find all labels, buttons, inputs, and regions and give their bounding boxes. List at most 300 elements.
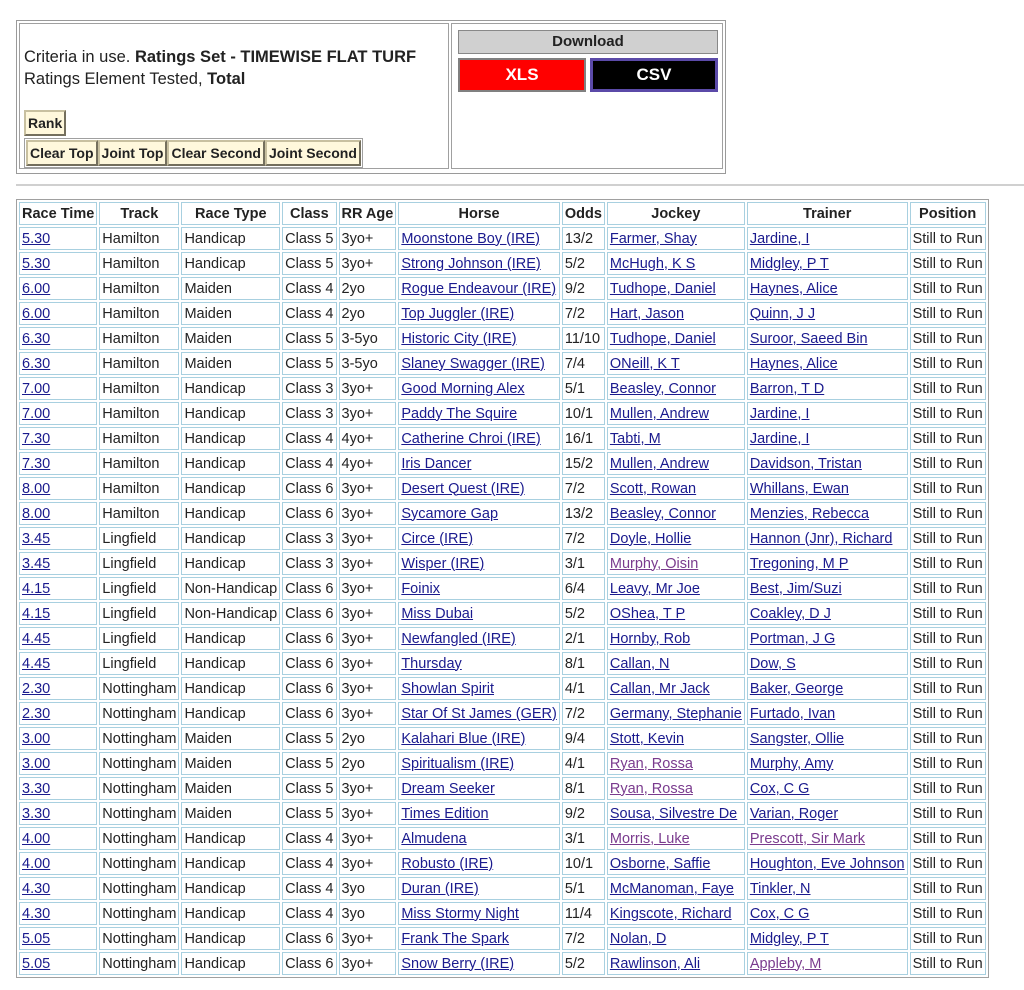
cell-jockey [607,952,745,975]
cell-class: Class 6 [282,602,336,625]
joint-second-button[interactable]: Joint Second [265,140,361,166]
jockey-link[interactable]: Osborne, Saffie [609,855,711,872]
table-row [19,727,986,750]
table-row [19,477,986,500]
cell-rr-age: 3yo+ [339,227,397,250]
cell-horse [398,652,560,675]
race-time-link[interactable]: 7.00 [22,380,51,397]
jockey-link[interactable]: Stott, Kevin [609,730,685,747]
cell-class: Class 4 [282,427,336,450]
cell-odds: 10/1 [562,402,605,425]
race-time-link[interactable]: 8.00 [22,480,51,497]
jockey-link[interactable]: Scott, Rowan [609,480,697,497]
cell-jockey [607,702,745,725]
header-horse: Horse [398,202,560,225]
cell-track: Hamilton [99,302,179,325]
cell-odds: 7/2 [562,702,605,725]
cell-race-time [19,277,97,300]
cell-trainer [747,952,908,975]
cell-race-time [19,952,97,975]
jockey-link[interactable]: Leavy, Mr Joe [609,580,700,597]
horse-link[interactable]: Strong Johnson (IRE) [401,255,541,272]
race-time-link[interactable]: 3.00 [22,755,51,772]
cell-race-type: Handicap [181,427,280,450]
jockey-link[interactable]: Tabti, M [609,430,661,447]
horse-link[interactable]: Good Morning Alex [401,380,525,397]
header-race-time: Race Time [19,202,97,225]
cell-trainer [747,302,908,325]
trainer-link[interactable]: Davidson, Tristan [749,455,862,472]
cell-race-time [19,627,97,650]
cell-rr-age: 3yo+ [339,802,397,825]
trainer-link[interactable]: Appleby, M [749,955,822,972]
cell-track: Hamilton [99,502,179,525]
cell-jockey [607,577,745,600]
jockey-link[interactable]: Rawlinson, Ali [609,955,701,972]
cell-class: Class 6 [282,627,336,650]
trainer-link[interactable]: Baker, George [749,680,844,697]
horse-link[interactable]: Wisper (IRE) [401,555,485,572]
trainer-link[interactable]: Dow, S [749,655,796,672]
horse-link[interactable]: Times Edition [401,805,489,822]
cell-trainer [747,477,908,500]
trainer-link[interactable]: Best, Jim/Suzi [749,580,842,597]
race-time-link[interactable]: 3.45 [22,555,51,572]
cell-race-time [19,677,97,700]
cell-position: Still to Run [910,727,986,750]
race-time-link[interactable]: 2.30 [22,680,51,697]
trainer-link[interactable]: Cox, C G [749,905,810,922]
jockey-link[interactable]: Nolan, D [609,930,667,947]
table-row [19,827,986,850]
cell-track: Hamilton [99,427,179,450]
cell-class: Class 6 [282,702,336,725]
cell-class: Class 6 [282,652,336,675]
race-time-link[interactable]: 6.30 [22,330,51,347]
horse-link[interactable]: Foinix [401,580,441,597]
cell-race-time [19,452,97,475]
cell-track: Hamilton [99,452,179,475]
jockey-link[interactable]: ONeill, K T [609,355,680,372]
cell-race-type: Handicap [181,877,280,900]
cell-position: Still to Run [910,877,986,900]
trainer-link[interactable]: Prescott, Sir Mark [749,830,866,847]
race-time-link[interactable]: 2.30 [22,705,51,722]
header-jockey: Jockey [607,202,745,225]
cell-position: Still to Run [910,702,986,725]
race-time-link[interactable]: 4.45 [22,655,51,672]
cell-position: Still to Run [910,602,986,625]
cell-race-type: Non-Handicap [181,602,280,625]
cell-race-type: Handicap [181,527,280,550]
trainer-link[interactable]: Haynes, Alice [749,280,838,297]
cell-horse [398,777,560,800]
jockey-link[interactable]: Beasley, Connor [609,505,717,522]
cell-track: Lingfield [99,577,179,600]
jockey-link[interactable]: Hornby, Rob [609,630,691,647]
cell-race-time [19,577,97,600]
trainer-link[interactable]: Varian, Roger [749,805,839,822]
race-time-link[interactable]: 4.30 [22,905,51,922]
cell-race-type: Handicap [181,452,280,475]
header-trainer: Trainer [747,202,908,225]
cell-position: Still to Run [910,352,986,375]
cell-position: Still to Run [910,952,986,975]
horse-link[interactable]: Miss Dubai [401,605,474,622]
cell-trainer [747,402,908,425]
cell-position: Still to Run [910,327,986,350]
cell-race-type: Maiden [181,277,280,300]
ratings-set: Ratings Set - TIMEWISE FLAT TURF [134,48,417,66]
horse-link[interactable]: Moonstone Boy (IRE) [401,230,540,247]
cell-trainer [747,602,908,625]
race-time-link[interactable]: 5.30 [22,230,51,247]
cell-track: Hamilton [99,477,179,500]
race-time-link[interactable]: 5.05 [22,930,51,947]
cell-horse [398,277,560,300]
race-time-link[interactable]: 6.30 [22,355,51,372]
cell-odds: 5/2 [562,602,605,625]
cell-horse [398,877,560,900]
table-row [19,252,986,275]
cell-trainer [747,877,908,900]
jockey-link[interactable]: Hart, Jason [609,305,685,322]
jockey-link[interactable]: Germany, Stephanie [609,705,742,722]
cell-horse [398,952,560,975]
race-time-link[interactable]: 7.30 [22,430,51,447]
cell-class: Class 4 [282,852,336,875]
race-time-link[interactable]: 6.00 [22,305,51,322]
cell-jockey [607,802,745,825]
cell-track: Hamilton [99,327,179,350]
cell-position: Still to Run [910,552,986,575]
horse-link[interactable]: Circe (IRE) [401,530,474,547]
cell-race-type: Maiden [181,302,280,325]
cell-jockey [607,402,745,425]
horse-link[interactable]: Miss Stormy Night [401,905,519,922]
cell-trainer [747,702,908,725]
horse-link[interactable]: Slaney Swagger (IRE) [401,355,545,372]
table-row [19,902,986,925]
race-time-link[interactable]: 4.45 [22,630,51,647]
trainer-link[interactable]: Midgley, P T [749,255,829,272]
cell-jockey [607,302,745,325]
cell-race-time [19,827,97,850]
table-row [19,352,986,375]
race-time-link[interactable]: 6.00 [22,280,51,297]
jockey-link[interactable]: McManoman, Faye [609,880,734,897]
trainer-link[interactable]: Cox, C G [749,780,810,797]
horse-link[interactable]: Top Juggler (IRE) [401,305,515,322]
table-row [19,802,986,825]
joint-top-button[interactable]: Joint Top [98,140,168,166]
horse-link[interactable]: Iris Dancer [401,455,472,472]
cell-jockey [607,927,745,950]
table-row [19,852,986,875]
jockey-link[interactable]: Mullen, Andrew [609,455,710,472]
cell-track: Nottingham [99,852,179,875]
cell-race-type: Handicap [181,252,280,275]
rank-button[interactable]: Rank [24,110,66,136]
cell-race-type: Maiden [181,352,280,375]
cell-track: Nottingham [99,877,179,900]
cell-class: Class 3 [282,402,336,425]
horse-link[interactable]: Newfangled (IRE) [401,630,516,647]
cell-track: Nottingham [99,752,179,775]
table-body [19,227,986,975]
trainer-link[interactable]: Barron, T D [749,380,825,397]
header-class: Class [282,202,336,225]
horse-link[interactable]: Paddy The Squire [401,405,518,422]
table-row [19,627,986,650]
trainer-link[interactable]: Midgley, P T [749,930,829,947]
criteria-panel [16,20,726,174]
cell-rr-age: 3yo+ [339,677,397,700]
cell-rr-age: 4yo+ [339,427,397,450]
cell-trainer [747,352,908,375]
cell-position: Still to Run [910,577,986,600]
trainer-link[interactable]: Jardine, I [749,430,810,447]
jockey-link[interactable]: Callan, Mr Jack [609,680,710,697]
trainer-link[interactable]: Coakley, D J [749,605,831,622]
cell-rr-age: 3yo+ [339,852,397,875]
race-time-link[interactable]: 7.30 [22,455,51,472]
trainer-link[interactable]: Tregoning, M P [749,555,849,572]
race-time-link[interactable]: 5.30 [22,255,51,272]
header-position: Position [910,202,986,225]
cell-rr-age: 4yo+ [339,452,397,475]
cell-track: Lingfield [99,627,179,650]
cell-odds: 9/4 [562,727,605,750]
cell-class: Class 3 [282,527,336,550]
cell-position: Still to Run [910,227,986,250]
cell-horse [398,302,560,325]
cell-race-time [19,477,97,500]
horse-link[interactable]: Frank The Spark [401,930,510,947]
cell-position: Still to Run [910,402,986,425]
jockey-link[interactable]: Kingscote, Richard [609,905,732,922]
cell-odds: 4/1 [562,752,605,775]
cell-class: Class 5 [282,227,336,250]
race-time-link[interactable]: 7.00 [22,405,51,422]
cell-position: Still to Run [910,902,986,925]
race-time-link[interactable]: 5.05 [22,955,51,972]
table-row [19,227,986,250]
cell-track: Hamilton [99,277,179,300]
cell-track: Lingfield [99,652,179,675]
cell-position: Still to Run [910,652,986,675]
cell-class: Class 4 [282,902,336,925]
trainer-link[interactable]: Hannon (Jnr), Richard [749,530,893,547]
trainer-link[interactable]: Tinkler, N [749,880,811,897]
cell-class: Class 3 [282,552,336,575]
trainer-link[interactable]: Haynes, Alice [749,355,838,372]
horse-link[interactable]: Catherine Chroi (IRE) [401,430,541,447]
cell-rr-age: 3yo [339,902,397,925]
jockey-link[interactable]: Murphy, Oisin [609,555,699,572]
cell-trainer [747,527,908,550]
jockey-link[interactable]: Ryan, Rossa [609,755,693,772]
jockey-link[interactable]: McHugh, K S [609,255,696,272]
trainer-link[interactable]: Suroor, Saeed Bin [749,330,868,347]
jockey-link[interactable]: Tudhope, Daniel [609,280,716,297]
table-row [19,677,986,700]
cell-odds: 8/1 [562,652,605,675]
cell-race-type: Maiden [181,327,280,350]
cell-track: Lingfield [99,602,179,625]
cell-odds: 7/2 [562,477,605,500]
race-time-link[interactable]: 3.30 [22,780,51,797]
horse-link[interactable]: Spiritualism (IRE) [401,755,515,772]
cell-jockey [607,252,745,275]
cell-race-time [19,502,97,525]
criteria-prefix: Criteria in use. [24,48,131,66]
csv-download-button[interactable]: CSV [590,58,718,92]
horse-link[interactable]: Snow Berry (IRE) [401,955,515,972]
race-time-link[interactable]: 4.00 [22,855,51,872]
cell-trainer [747,502,908,525]
race-time-link[interactable]: 4.30 [22,880,51,897]
jockey-link[interactable]: Farmer, Shay [609,230,697,247]
cell-odds: 7/2 [562,927,605,950]
cell-trainer [747,227,908,250]
horse-link[interactable]: Showlan Spirit [401,680,495,697]
cell-rr-age: 3yo+ [339,602,397,625]
cell-race-time [19,352,97,375]
trainer-link[interactable]: Jardine, I [749,230,810,247]
cell-horse [398,427,560,450]
trainer-link[interactable]: Jardine, I [749,405,810,422]
cell-race-type: Handicap [181,702,280,725]
race-time-link[interactable]: 8.00 [22,505,51,522]
cell-race-type: Handicap [181,652,280,675]
horse-link[interactable]: Rogue Endeavour (IRE) [401,280,557,297]
cell-race-time [19,552,97,575]
jockey-link[interactable]: OShea, T P [609,605,686,622]
cell-trainer [747,677,908,700]
jockey-link[interactable]: Callan, N [609,655,670,672]
race-time-link[interactable]: 3.00 [22,730,51,747]
cell-horse [398,252,560,275]
clear-second-button[interactable]: Clear Second [167,140,264,166]
cell-jockey [607,727,745,750]
jockey-link[interactable]: Beasley, Connor [609,380,717,397]
cell-horse [398,627,560,650]
race-time-link[interactable]: 4.15 [22,580,51,597]
table-row [19,652,986,675]
cell-race-type: Handicap [181,377,280,400]
cell-trainer [747,827,908,850]
cell-race-time [19,652,97,675]
jockey-link[interactable]: Tudhope, Daniel [609,330,716,347]
cell-jockey [607,227,745,250]
cell-track: Nottingham [99,677,179,700]
cell-jockey [607,452,745,475]
jockey-link[interactable]: Mullen, Andrew [609,405,710,422]
trainer-link[interactable]: Portman, J G [749,630,836,647]
cell-class: Class 6 [282,577,336,600]
horse-link[interactable]: Kalahari Blue (IRE) [401,730,526,747]
cell-rr-age: 3yo+ [339,527,397,550]
horse-link[interactable]: Sycamore Gap [401,505,499,522]
cell-rr-age: 2yo [339,302,397,325]
cell-class: Class 3 [282,377,336,400]
cell-race-time [19,227,97,250]
cell-class: Class 5 [282,352,336,375]
jockey-link[interactable]: Doyle, Hollie [609,530,692,547]
trainer-link[interactable]: Sangster, Ollie [749,730,845,747]
xls-download-button[interactable]: XLS [458,58,586,92]
cell-jockey [607,677,745,700]
table-row [19,752,986,775]
cell-race-time [19,777,97,800]
cell-horse [398,227,560,250]
trainer-link[interactable]: Houghton, Eve Johnson [749,855,905,872]
cell-class: Class 5 [282,727,336,750]
table-row [19,577,986,600]
cell-rr-age: 3yo+ [339,627,397,650]
cell-track: Nottingham [99,827,179,850]
trainer-link[interactable]: Murphy, Amy [749,755,834,772]
horse-link[interactable]: Desert Quest (IRE) [401,480,525,497]
cell-horse [398,377,560,400]
cell-position: Still to Run [910,452,986,475]
horse-link[interactable]: Duran (IRE) [401,880,479,897]
cell-position: Still to Run [910,302,986,325]
table-row [19,427,986,450]
cell-race-time [19,877,97,900]
horse-link[interactable]: Historic City (IRE) [401,330,517,347]
cell-race-type: Handicap [181,402,280,425]
horse-link[interactable]: Dream Seeker [401,780,495,797]
race-time-link[interactable]: 3.45 [22,530,51,547]
cell-track: Nottingham [99,927,179,950]
horse-link[interactable]: Almudena [401,830,467,847]
cell-rr-age: 2yo [339,752,397,775]
cell-odds: 11/10 [562,327,605,350]
cell-horse [398,902,560,925]
cell-odds: 13/2 [562,227,605,250]
cell-race-time [19,527,97,550]
cell-class: Class 6 [282,477,336,500]
cell-class: Class 5 [282,802,336,825]
cell-jockey [607,877,745,900]
cell-position: Still to Run [910,427,986,450]
cell-rr-age: 3yo+ [339,377,397,400]
trainer-link[interactable]: Menzies, Rebecca [749,505,870,522]
jockey-link[interactable]: Morris, Luke [609,830,690,847]
clear-top-button[interactable]: Clear Top [26,140,98,166]
cell-jockey [607,552,745,575]
trainer-link[interactable]: Whillans, Ewan [749,480,849,497]
race-time-link[interactable]: 4.15 [22,605,51,622]
horse-link[interactable]: Robusto (IRE) [401,855,494,872]
cell-odds: 16/1 [562,427,605,450]
trainer-link[interactable]: Quinn, J J [749,305,816,322]
jockey-link[interactable]: Sousa, Silvestre De [609,805,738,822]
race-time-link[interactable]: 4.00 [22,830,51,847]
horse-link[interactable]: Star Of St James (GER) [401,705,557,722]
cell-horse [398,402,560,425]
horse-link[interactable]: Thursday [401,655,462,672]
cell-trainer [747,552,908,575]
race-time-link[interactable]: 3.30 [22,805,51,822]
trainer-link[interactable]: Furtado, Ivan [749,705,836,722]
cell-horse [398,602,560,625]
jockey-link[interactable]: Ryan, Rossa [609,780,693,797]
cell-position: Still to Run [910,677,986,700]
cell-odds: 8/1 [562,777,605,800]
